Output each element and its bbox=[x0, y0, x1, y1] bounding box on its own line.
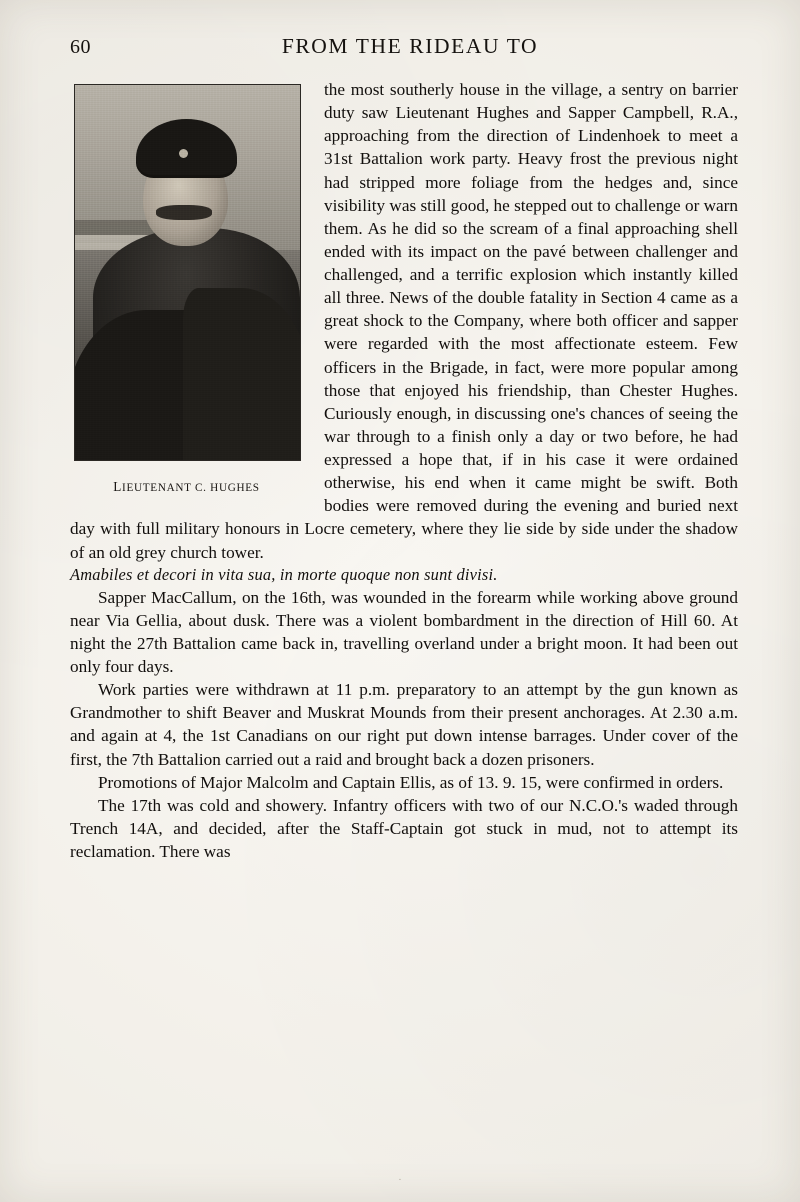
figure-portrait bbox=[74, 84, 306, 496]
page-number: 60 bbox=[70, 36, 91, 58]
body-text-block bbox=[70, 78, 738, 863]
paragraph-3: Work parties were withdrawn at 11 p.m. preparatory to an attempt by the gun known as Grandmother to shift Beaver and Muskrat Mounds from their present anchorages. At 2.30 a.m. and again at 4, the 1st Canadians on our right put down intense barrages. Under cover of the first, the 7th Battalion carried out a raid and brought back a dozen prisoners. bbox=[70, 680, 738, 769]
portrait-photo bbox=[74, 84, 301, 461]
caption-text: IEUTENANT C. HUGHES bbox=[122, 482, 260, 494]
photo-grain-overlay bbox=[75, 85, 300, 460]
paragraph-2: Sapper MacCallum, on the 16th, was wounded in the forearm while working above ground near Via Gellia, about dusk. There was a violent bombardment in the direction of Hill 60. At night the 27th Battalion came back in, travelling overland under a bright moon. It had been out only four days. bbox=[70, 587, 738, 677]
page-header bbox=[70, 34, 738, 68]
footer-mark: · bbox=[398, 1174, 402, 1186]
figure-caption bbox=[74, 478, 299, 496]
page-content bbox=[70, 34, 738, 863]
caption-initial: L bbox=[113, 479, 123, 494]
paragraph-4: Promotions of Major Malcolm and Captain Ellis, as of 13. 9. 15, were confirmed in orders. bbox=[98, 772, 724, 792]
running-head: FROM THE RIDEAU TO bbox=[281, 34, 539, 58]
paragraph-latin-quote: Amabiles et decori in vita sua, in morte quoque non sunt divisi. bbox=[70, 564, 498, 584]
paragraph-5: The 17th was cold and showery. Infantry officers with two of our N.C.O.'s waded through Trench 14A, and decided, after the Staff-Captain got stuck in mud, not to attempt its reclamation. There was bbox=[70, 795, 738, 862]
paragraph-1: the most southerly house in the village, a sentry on barrier duty saw Lieutenant Hughes and Sapper Campbell, R.A., approaching from the direction of Lindenhoek to meet a 31st Battalion work party. Heavy frost the previous night had stripped more foliage from the hedges and, since visibility was still good, he stepped out to challenge or warn them. As he did so the scream of a final approaching shell ended with its impact on the pavé between challenger and challenged, and a terrific explosion which instantly killed all three. News of the double fatality in Section 4 came as a great shock to the Company, where both officer and sapper were regarded with the most affectionate esteem. Few officers in the Brigade, in fact, were more popular among those that enjoyed his friendship, than Chester Hughes. Curiously enough, in discussing one's chances of seeing the war through to a finish only a day or two before, he had expressed a hope that, if in his case it were ordained otherwise, his end when it came might be swift. Both bodies were removed during the evening and buried next day with full military honours in Locre cemetery, where they lie side by side under the shadow of an old grey church tower. bbox=[70, 80, 738, 562]
